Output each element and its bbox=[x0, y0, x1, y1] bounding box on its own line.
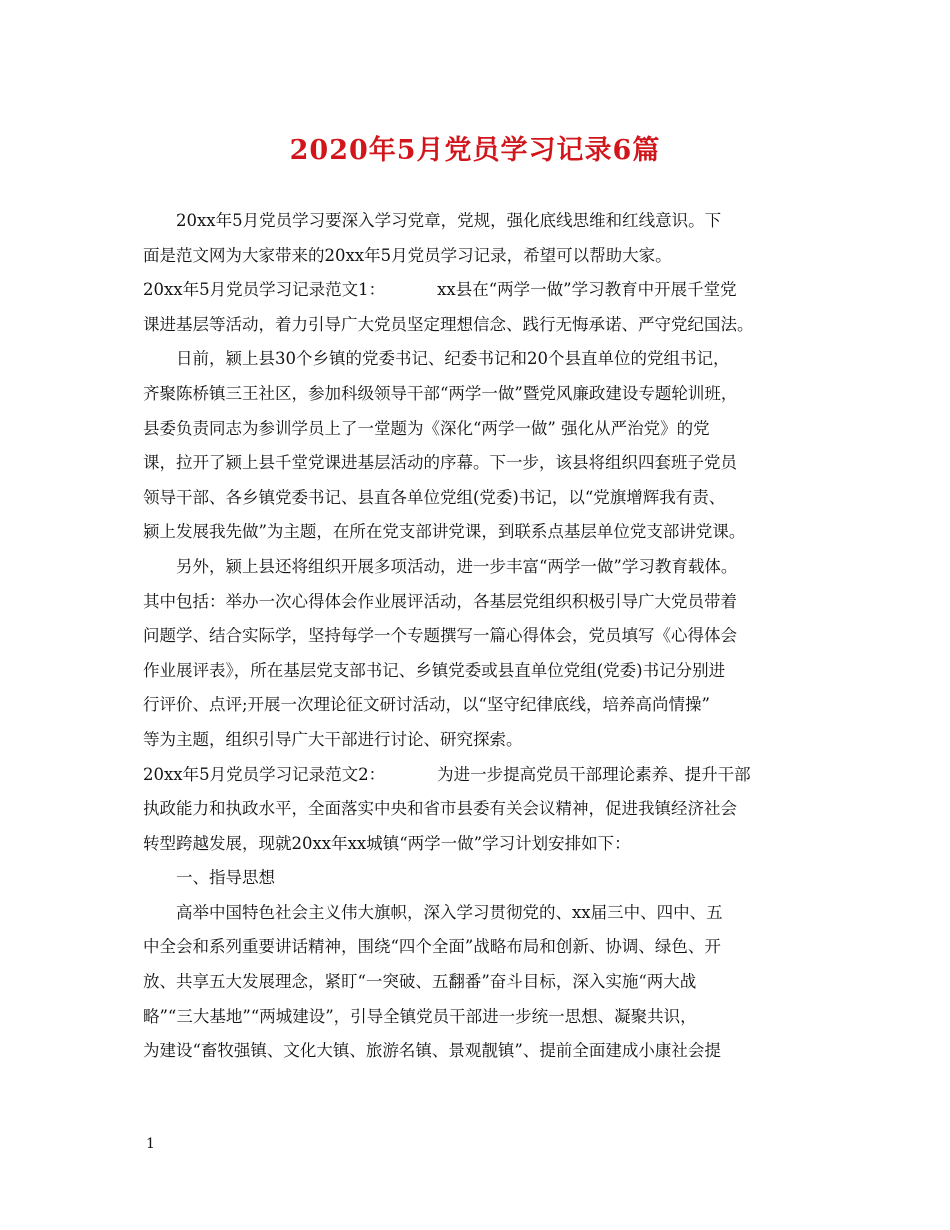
subsection-heading: 一、指导思想 bbox=[176, 868, 275, 888]
text-line: 执政能力和执政水平，全面落实中央和省市县委有关会议精神，促进我镇经济社会 bbox=[143, 799, 737, 819]
text-line: 问题学、结合实际学，坚持每学一个专题撰写一篇心得体会，党员填写《心得体会 bbox=[143, 626, 737, 646]
text-line: 20xx年5月党员学习要深入学习党章，党规，强化底线思维和红线意识。下 bbox=[176, 211, 722, 230]
text-line: 中全会和系列重要讲话精神，围绕“四个全面”战略布局和创新、协调、绿色、开 bbox=[143, 937, 721, 957]
page-number: 1 bbox=[146, 1136, 155, 1152]
section-heading: 20xx年5月党员学习记录范文1： bbox=[143, 280, 386, 300]
text-line: 课进基层等活动，着力引导广大党员坚定理想信念、践行无悔承诺、严守党纪国法。 bbox=[143, 314, 754, 334]
section-heading: 20xx年5月党员学习记录范文2： bbox=[143, 764, 386, 784]
text-line: 课，拉开了颍上县千堂党课进基层活动的序幕。下一步，该县将组织四套班子党员 bbox=[143, 453, 737, 473]
text-line: 齐聚陈桥镇三王社区，参加科级领导干部“两学一做”暨党风廉政建设专题轮训班， bbox=[143, 383, 738, 403]
text-line: 转型跨越发展，现就20xx年xx城镇“两学一做”学习计划安排如下： bbox=[143, 833, 631, 853]
text-line: 面是范文网为大家带来的20xx年5月党员学习记录，希望可以帮助大家。 bbox=[143, 245, 672, 265]
text-line: 行评价、点评;开展一次理论征文研讨活动，以“坚守纪律底线，培养高尚情操” bbox=[143, 695, 710, 715]
text-line: 等为主题，组织引导广大干部进行讨论、研究探索。 bbox=[143, 729, 523, 749]
document-title: 2020年5月党员学习记录6篇 bbox=[289, 135, 661, 166]
text-line bbox=[143, 758, 823, 793]
text-line: 略”“三大基地”“两城建设”，引导全镇党员干部进一步统一思想、凝聚共识， bbox=[143, 1006, 697, 1026]
text-line: 颍上发展我先做”为主题，在所在党支部讲党课，到联系点基层单位党支部讲党课。 bbox=[143, 522, 746, 542]
text-line: 其中包括：举办一次心得体会作业展评活动，各基层党组织积极引导广大党员带着 bbox=[143, 591, 737, 611]
text-line bbox=[143, 273, 823, 308]
text-line: 日前，颍上县30个乡镇的党委书记、纪委书记和20个县直单位的党组书记， bbox=[176, 349, 730, 369]
text-line: 作业展评表》，所在基层党支部书记、乡镇党委或县直单位党组(党委)书记分别进 bbox=[143, 660, 726, 680]
text-segment: 为进一步提高党员干部理论素养、提升干部 bbox=[437, 764, 751, 784]
text-line: 另外，颍上县还将组织开展多项活动，进一步丰富“两学一做”学习教育载体。 bbox=[176, 556, 738, 576]
text-line: 高举中国特色社会主义伟大旗帜，深入学习贯彻党的、xx届三中、四中、五 bbox=[176, 902, 723, 922]
text-line: 为建设“畜牧强镇、文化大镇、旅游名镇、景观靓镇”、提前全面建成小康社会提 bbox=[143, 1041, 721, 1061]
text-segment: xx县在“两学一做”学习教育中开展千堂党 bbox=[437, 280, 737, 300]
text-line: 放、共享五大发展理念，紧盯“一突破、五翻番”奋斗目标，深入实施“两大战 bbox=[143, 972, 697, 992]
text-line: 领导干部、各乡镇党委书记、县直各单位党组(党委)书记，以“党旗增辉我有责、 bbox=[143, 487, 726, 507]
text-line: 县委负责同志为参训学员上了一堂题为《深化“两学一做” 强化从严治党》的党 bbox=[143, 418, 710, 438]
document-body bbox=[143, 204, 823, 1069]
